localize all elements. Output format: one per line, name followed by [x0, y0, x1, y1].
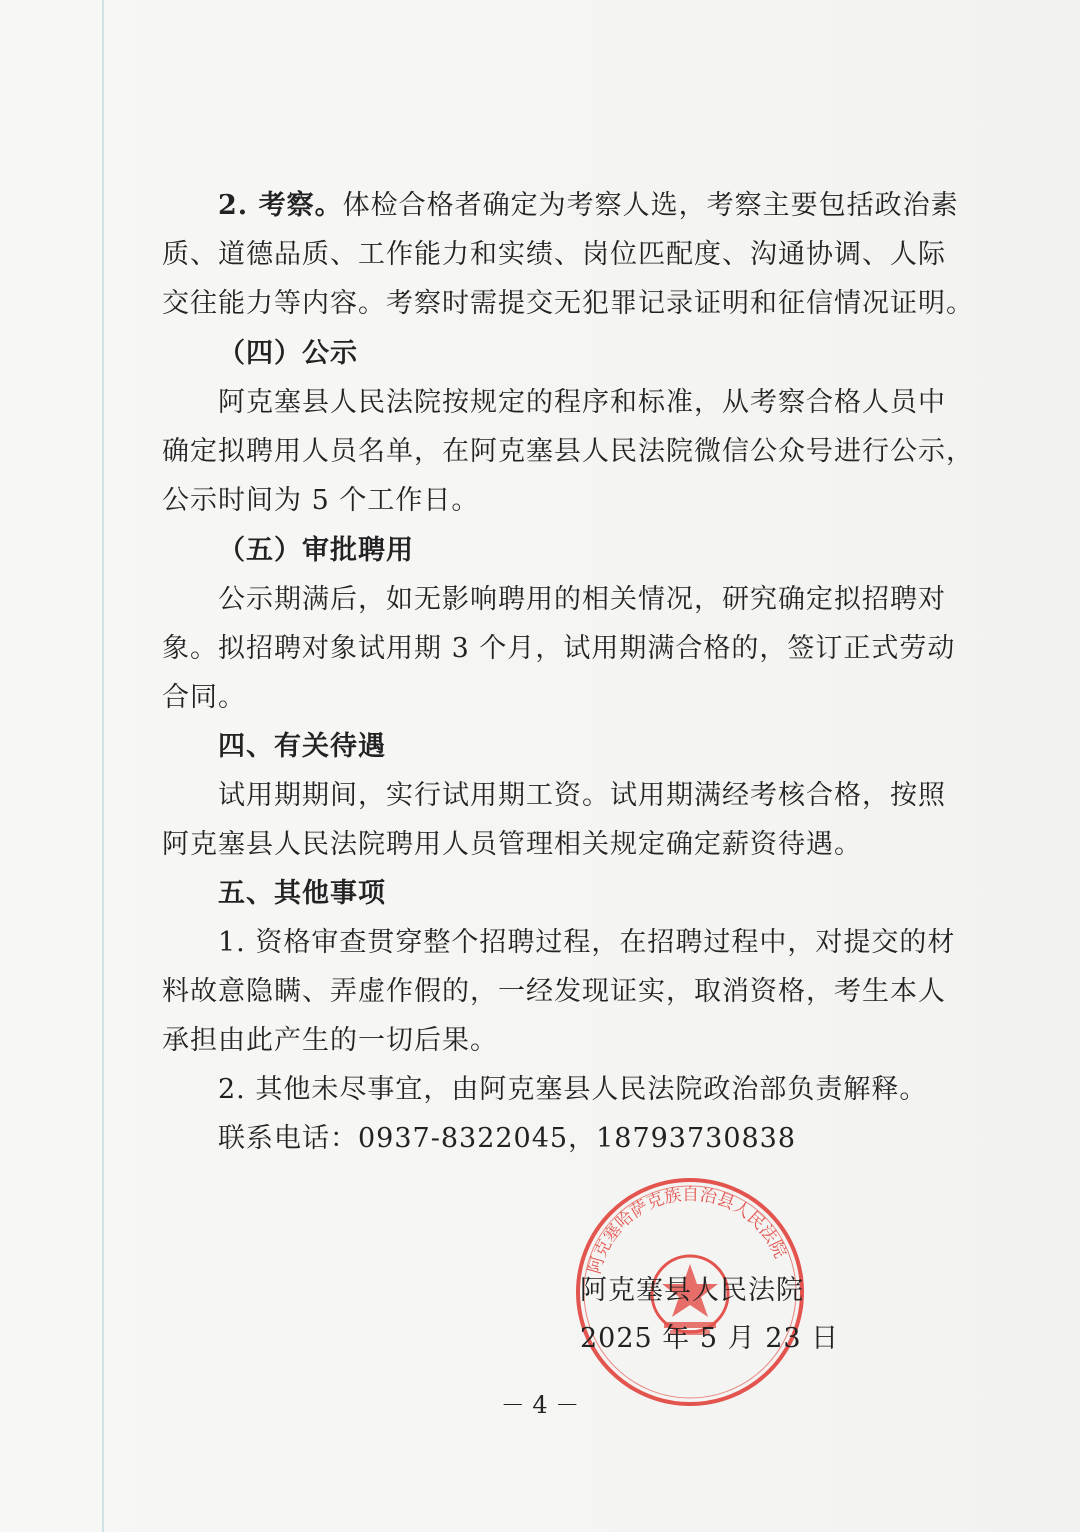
paragraph-inspection-line1 — [218, 188, 1018, 224]
margin-line — [102, 0, 104, 1532]
paragraph-approval-line1: 公示期满后，如无影响聘用的相关情况，研究确定拟招聘对 — [218, 584, 946, 615]
inspection-text: 体检合格者确定为考察人选，考察主要包括政治素 — [342, 190, 959, 221]
paragraph-treatment-line2: 阿克塞县人民法院聘用人员管理相关规定确定薪资待遇。 — [162, 829, 862, 860]
paragraph-other1-line2: 料故意隐瞒、弄虚作假的，一经发现证实，取消资格，考生本人 — [162, 976, 946, 1007]
paragraph-other2: 2. 其他未尽事宜，由阿克塞县人民法院政治部负责解释。 — [218, 1074, 928, 1105]
page-number: － 4 － — [500, 1391, 580, 1419]
paragraph-publicity-line2: 确定拟聘用人员名单，在阿克塞县人民法院微信公众号进行公示， — [162, 436, 974, 467]
contact-phone: 联系电话：0937-8322045，18793730838 — [218, 1123, 797, 1154]
paragraph-treatment-line1: 试用期期间，实行试用期工资。试用期满经考核合格，按照 — [218, 780, 946, 811]
seal-text-path: 阿克塞哈萨克族自治县人民法院 — [584, 1184, 790, 1277]
paragraph-approval-line3: 合同。 — [162, 682, 246, 713]
paragraph-inspection-line3: 交往能力等内容。考察时需提交无犯罪记录证明和征信情况证明。 — [162, 288, 974, 319]
paragraph-other1-line1: 1. 资格审查贯穿整个招聘过程，在招聘过程中，对提交的材 — [218, 927, 956, 958]
heading-approval: （五）审批聘用 — [218, 535, 414, 566]
paragraph-approval-line2: 象。拟招聘对象试用期 3 个月，试用期满合格的，签订正式劳动 — [162, 633, 956, 664]
paragraph-publicity-line3: 公示时间为 5 个工作日。 — [162, 485, 480, 516]
heading-other: 五、其他事项 — [218, 878, 386, 909]
paragraph-publicity-line1: 阿克塞县人民法院按规定的程序和标准，从考察合格人员中 — [218, 387, 946, 418]
signature-org: 阿克塞县人民法院 — [580, 1275, 804, 1306]
paragraph-other1-line3: 承担由此产生的一切后果。 — [162, 1025, 498, 1056]
signature-date: 2025 年 5 月 23 日 — [580, 1323, 840, 1354]
inspection-label: 2. 考察。 — [218, 190, 343, 221]
heading-treatment: 四、有关待遇 — [218, 731, 386, 762]
seal-text — [585, 1185, 790, 1276]
paragraph-inspection-line2: 质、道德品质、工作能力和实绩、岗位匹配度、沟通协调、人际 — [162, 239, 946, 270]
heading-publicity: （四）公示 — [218, 338, 358, 369]
